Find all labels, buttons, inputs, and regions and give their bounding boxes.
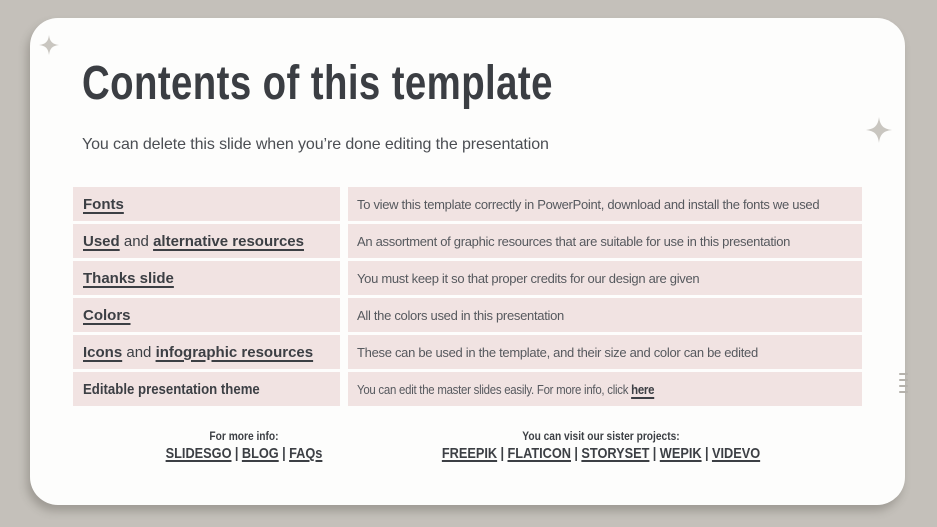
row-label-cell	[73, 224, 340, 258]
table-row	[73, 298, 862, 332]
text-part: All the colors used in this presentation	[357, 307, 564, 323]
text-part: You can edit the master slides easily. For more info, click	[357, 381, 632, 397]
text-part: and	[122, 343, 156, 361]
row-label-cell	[73, 335, 340, 369]
text-part: and	[119, 232, 154, 250]
footer-link-wepik[interactable]: WEPIK	[659, 445, 702, 462]
footer-link-videvo[interactable]: VIDEVO	[711, 445, 761, 462]
text-part: An assortment of graphic resources that are suitable for use in this presentation	[357, 233, 791, 249]
slide-subtitle: You can delete this slide when you’re done editing the presentation	[82, 136, 549, 153]
inline-link[interactable]: Thanks slide	[83, 269, 174, 287]
row-label-cell	[73, 298, 340, 332]
footer-info	[166, 429, 323, 462]
separator: |	[704, 445, 709, 462]
table-row	[73, 261, 862, 295]
footer-link-faqs[interactable]: FAQs	[289, 445, 323, 462]
footer-sister-heading: You can visit our sister projects:	[522, 429, 680, 443]
text-part: Editable presentation theme	[83, 380, 260, 398]
inline-link[interactable]: infographic resources	[155, 343, 314, 361]
footer-info-heading: For more info:	[209, 429, 279, 443]
separator: |	[500, 445, 505, 462]
row-description-cell	[348, 372, 862, 406]
inline-link[interactable]: Fonts	[83, 195, 124, 213]
row-description-cell	[348, 298, 862, 332]
row-label-cell	[73, 261, 340, 295]
footer-link-freepik[interactable]: FREEPIK	[441, 445, 498, 462]
footer-link-storyset[interactable]: STORYSET	[581, 445, 650, 462]
table-row	[73, 335, 862, 369]
row-description-cell	[348, 187, 862, 221]
inline-link[interactable]: Icons	[83, 343, 123, 361]
footer-link-blog[interactable]: BLOG	[241, 445, 279, 462]
separator: |	[652, 445, 657, 462]
row-label-cell	[73, 187, 340, 221]
footer-sister-links	[442, 445, 760, 462]
footer-link-slidesgo[interactable]: SLIDESGO	[165, 445, 232, 462]
sparkle-icon	[866, 117, 892, 143]
separator: |	[282, 445, 286, 462]
contents-table	[73, 187, 862, 406]
separator: |	[574, 445, 578, 462]
table-row	[73, 187, 862, 221]
footer-info-links	[166, 445, 323, 462]
slide-card	[30, 18, 905, 505]
text-part: To view this template correctly in PowerPoint, download and install the fonts we used	[357, 196, 820, 212]
row-description-cell	[348, 261, 862, 295]
row-description-cell	[348, 224, 862, 258]
text-part: These can be used in the template, and their size and color can be edited	[357, 344, 758, 360]
inline-link[interactable]: alternative resources	[153, 232, 304, 250]
separator: |	[234, 445, 239, 462]
edge-grip-lines	[899, 373, 908, 397]
row-label-cell	[73, 372, 340, 406]
inline-link[interactable]: Colors	[83, 306, 131, 324]
row-description-cell	[348, 335, 862, 369]
slide-title: Contents of this template	[82, 57, 553, 110]
table-row	[73, 224, 862, 258]
footer-link-flaticon[interactable]: FLATICON	[507, 445, 572, 462]
table-row	[73, 372, 862, 406]
inline-link[interactable]: Used	[83, 232, 120, 250]
text-part: You must keep it so that proper credits for our design are given	[357, 270, 700, 286]
footer-sister	[442, 429, 760, 462]
sparkle-icon	[39, 35, 59, 55]
inline-link[interactable]: here	[631, 381, 655, 397]
